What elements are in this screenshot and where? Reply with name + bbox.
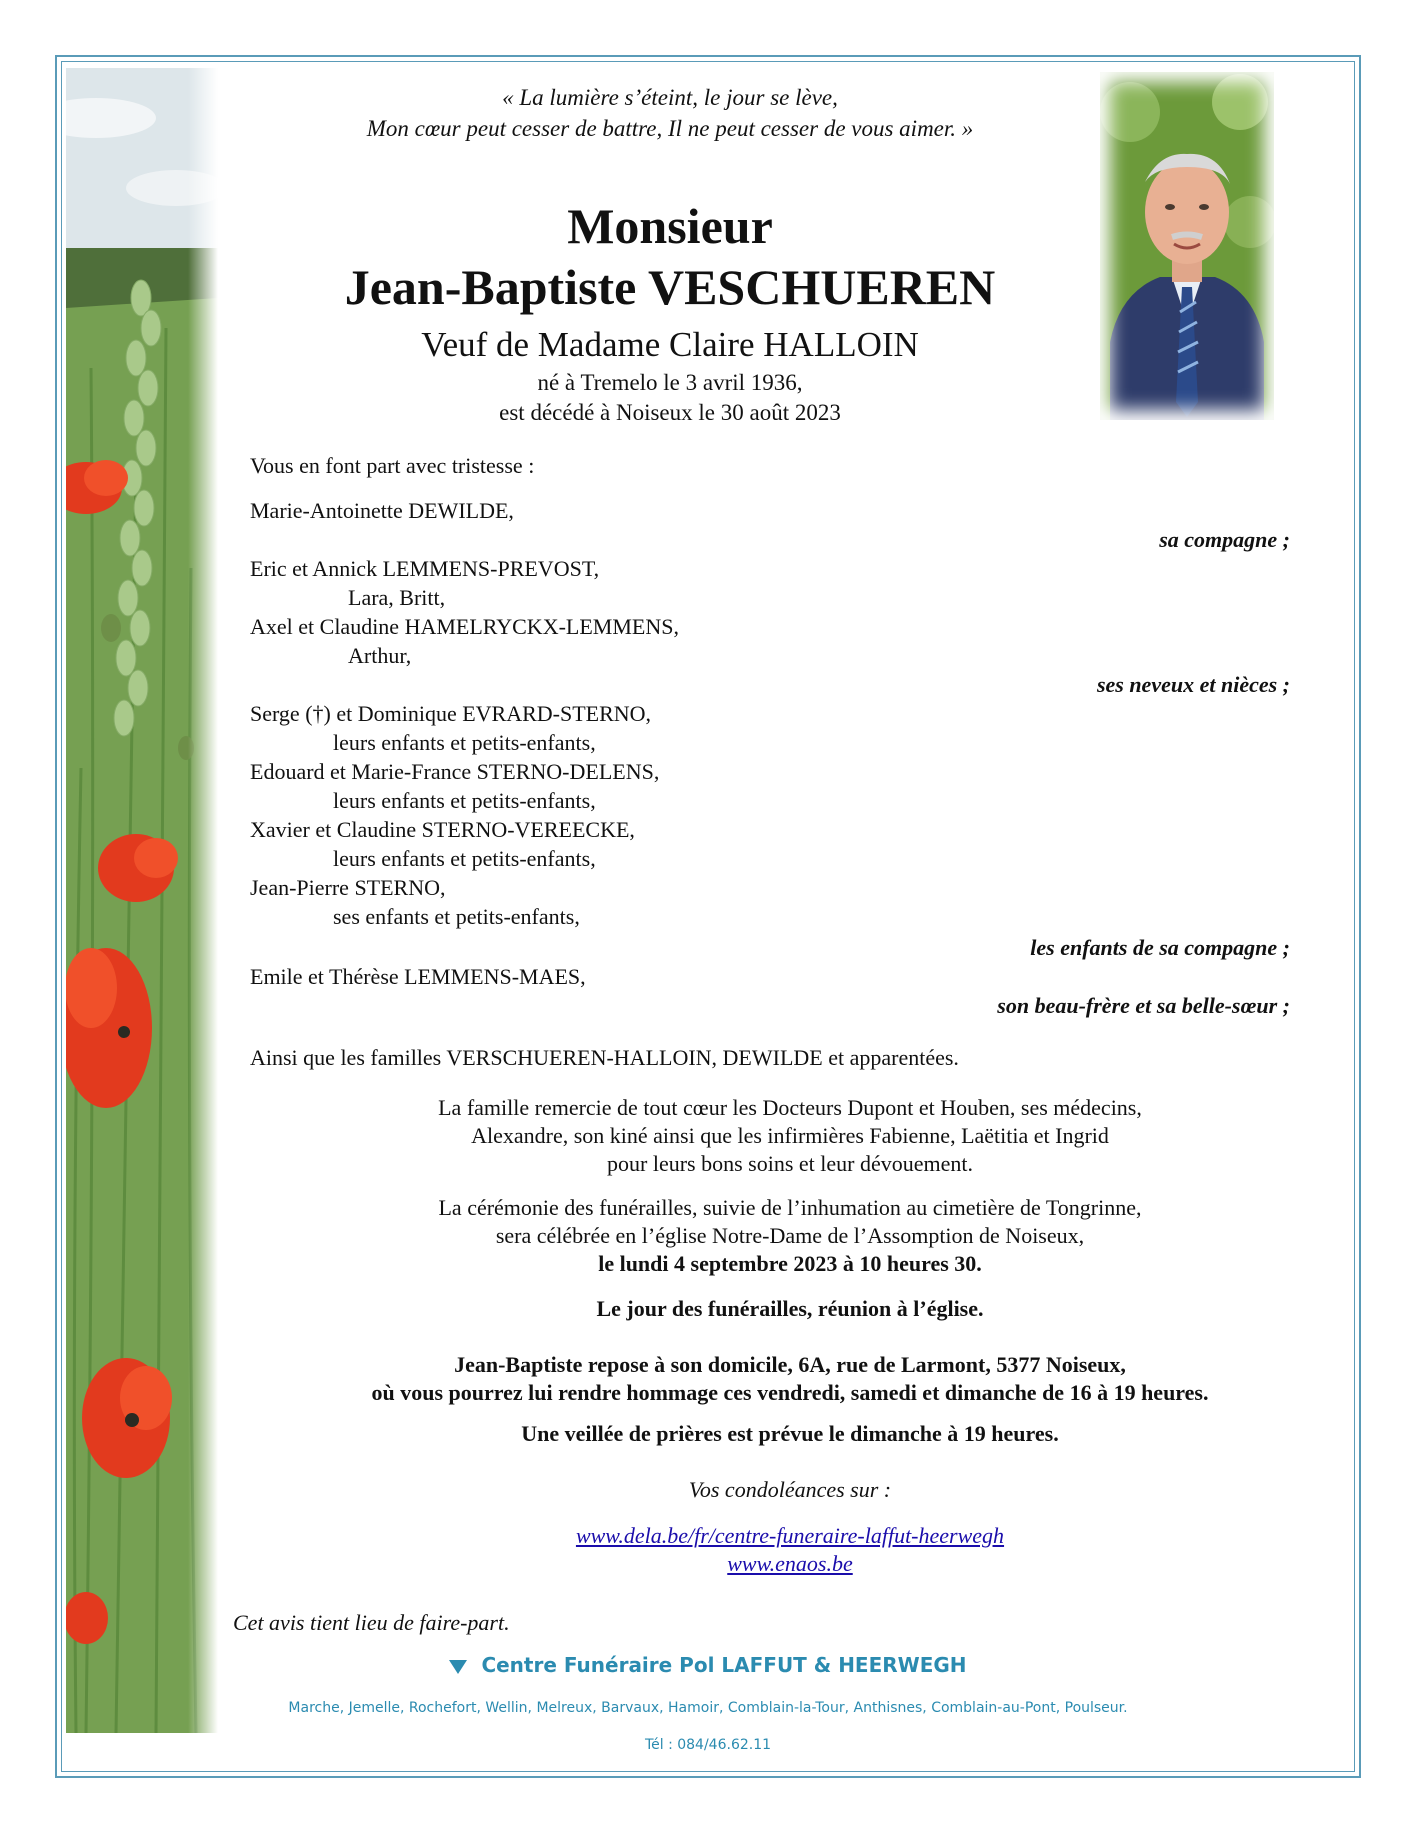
poem-line-2: Mon cœur peut cesser de battre, Il ne peut cesser de vous aimer. » xyxy=(366,116,974,141)
families-line: Ainsi que les familles VERSCHUEREN-HALLOIN, DEWILDE et apparentées. xyxy=(250,1045,959,1070)
honorific: Monsieur xyxy=(567,198,773,254)
ceremony-paragraph xyxy=(230,1194,1350,1278)
family-member-children: leurs enfants et petits-enfants, xyxy=(333,788,596,813)
funeral-home-towns: Marche, Jemelle, Rochefort, Wellin, Melreux, Barvaux, Hamoir, Comblain-la-Tour, Anthisnes, Comblain-au-Pont, Poulseur. xyxy=(288,1700,1128,1716)
deceased-name: Jean-Baptiste VESCHUEREN xyxy=(344,259,996,315)
relation-label: les enfants de sa compagne ; xyxy=(1030,935,1290,960)
family-member: Eric et Annick LEMMENS-PREVOST, xyxy=(250,556,600,581)
funeral-home-name-text: Centre Funéraire Pol LAFFUT & HEERWEGH xyxy=(481,1653,967,1677)
thanks-line-2: Alexandre, son kiné ainsi que les infirmières Fabienne, Laëtitia et Ingrid xyxy=(471,1123,1109,1148)
condolences-label: Vos condoléances sur : xyxy=(688,1477,892,1502)
poem-line-1: « La lumière s’éteint, le jour se lève, xyxy=(502,85,838,110)
birth-info: né à Tremelo le 3 avril 1936, xyxy=(537,370,803,395)
ceremony-line-2: sera célébrée en l’église Notre-Dame de l’Assomption de Noiseux, xyxy=(495,1223,1085,1248)
condolence-link-enaos[interactable]: www.enaos.be xyxy=(727,1551,853,1576)
notice-text: Cet avis tient lieu de faire-part. xyxy=(233,1610,510,1635)
relation-label: son beau-frère et sa belle-sœur ; xyxy=(997,993,1290,1018)
family-member-children: ses enfants et petits-enfants, xyxy=(333,904,580,929)
meeting-info: Le jour des funérailles, réunion à l’église. xyxy=(596,1296,984,1321)
family-member: Emile et Thérèse LEMMENS-MAES, xyxy=(250,964,586,989)
family-member-children: Lara, Britt, xyxy=(348,585,446,610)
portrait-illustration xyxy=(1100,72,1274,420)
thanks-line-3: pour leurs bons soins et leur dévouement. xyxy=(607,1151,973,1176)
thanks-paragraph xyxy=(230,1094,1350,1178)
wheat-poppy-image xyxy=(66,68,218,1733)
announcement-intro: Vous en font part avec tristesse : xyxy=(250,453,535,478)
family-member: Axel et Claudine HAMELRYCKX-LEMMENS, xyxy=(250,614,679,639)
relation-label: ses neveux et nièces ; xyxy=(1096,672,1290,697)
family-member-children: leurs enfants et petits-enfants, xyxy=(333,730,596,755)
family-member-children: leurs enfants et petits-enfants, xyxy=(333,846,596,871)
triangle-down-icon xyxy=(449,1660,467,1674)
family-member: Xavier et Claudine STERNO-VEREECKE, xyxy=(250,817,635,842)
condolence-link-dela[interactable]: www.dela.be/fr/centre-funeraire-laffut-heerwegh xyxy=(575,1523,1005,1548)
condolence-links xyxy=(230,1522,1350,1578)
funeral-home-phone: Tél : 084/46.62.11 xyxy=(644,1737,772,1753)
family-member: Marie-Antoinette DEWILDE, xyxy=(250,498,514,523)
portrait-photo xyxy=(1100,72,1274,420)
rest-line-1: Jean-Baptiste repose à son domicile, 6A, rue de Larmont, 5377 Noiseux, xyxy=(454,1352,1126,1377)
ceremony-date: le lundi 4 septembre 2023 à 10 heures 30. xyxy=(598,1251,982,1276)
widow-of: Veuf de Madame Claire HALLOIN xyxy=(421,325,919,364)
family-member-children: Arthur, xyxy=(348,643,412,668)
vigil-info: Une veillée de prières est prévue le dimanche à 19 heures. xyxy=(521,1421,1059,1446)
family-member: Serge (†) et Dominique EVRARD-STERNO, xyxy=(250,701,652,726)
relation-label: sa compagne ; xyxy=(1159,527,1290,552)
wheat-poppy-illustration xyxy=(66,68,218,1733)
ceremony-line-1: La cérémonie des funérailles, suivie de l’inhumation au cimetière de Tongrinne, xyxy=(438,1195,1142,1220)
family-member: Jean-Pierre STERNO, xyxy=(250,875,446,900)
family-member: Edouard et Marie-France STERNO-DELENS, xyxy=(250,759,660,784)
rest-info xyxy=(230,1351,1350,1407)
thanks-line-1: La famille remercie de tout cœur les Docteurs Dupont et Houben, ses médecins, xyxy=(438,1095,1142,1120)
rest-line-2: où vous pourrez lui rendre hommage ces vendredi, samedi et dimanche de 16 à 19 heures. xyxy=(371,1380,1209,1405)
funeral-home-name xyxy=(0,1653,1416,1677)
poem-quote xyxy=(230,82,1110,144)
death-info: est décédé à Noiseux le 30 août 2023 xyxy=(499,400,841,425)
